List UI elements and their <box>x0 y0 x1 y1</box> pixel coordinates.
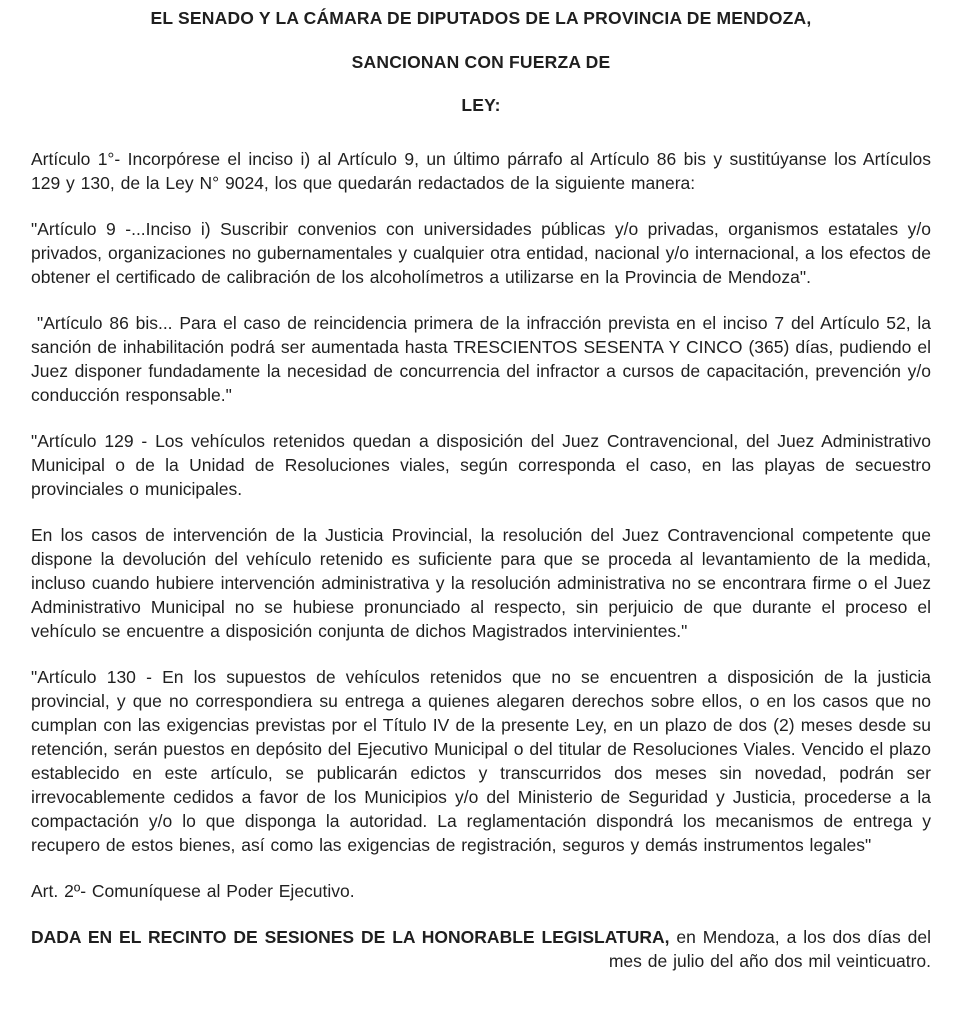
paragraph-intervencion-justicia-provincial: En los casos de intervención de la Justicia Provincial, la resolución del Juez Contravencional competente que dispone la devolución del vehículo retenido es suficiente para que se proceda al levantamiento de la medida, incluso cuando hubiere intervención administrativa y la resolución administrativa no se encontrara firme o el Juez Administrativo Municipal no se hubiese pronunciado al respecto, sin perjuicio de que durante el proceso el vehículo se encuentre a disposición conjunta de dichos Magistrados intervinientes." <box>31 525 931 641</box>
paragraph-articulo-9-inciso-i: "Artículo 9 -...Inciso i) Suscribir convenios con universidades públicas y/o privadas, organismos estatales y/o privados, organizaciones no gubernamentales y cualquier otra entidad, nacional y/o internacional, a los efectos de obtener el certificado de calibración de los alcoholímetros a utilizarse en la Provincia de Mendoza". <box>31 219 931 287</box>
enactment-bold-text: DADA EN EL RECINTO DE SESIONES DE LA HONORABLE LEGISLATURA, <box>31 927 670 947</box>
document-body <box>31 147 931 973</box>
paragraph-articulo-1: Artículo 1°- Incorpórese el inciso i) al Artículo 9, un último párrafo al Artículo 86 bis y sustitúyanse los Artículos 129 y 130, de la Ley N° 9024, los que quedarán redactados de la siguiente manera: <box>31 149 931 193</box>
paragraph-articulo-130: "Artículo 130 - En los supuestos de vehículos retenidos que no se encuentren a disposición de la justicia provincial, y que no correspondiera su entrega a quienes alegaren derechos sobre ellos, o en los casos que no cumplan con las exigencias previstas por el Título IV de la presente Ley, en un plazo de dos (2) meses desde su retención, serán puestos en depósito del Ejecutivo Municipal o del titular de Resoluciones Viales. Vencido el plazo establecido en este artículo, se publicarán edictos y transcurridos dos meses sin novedad, podrán ser irrevocablemente cedidos a favor de los Municipios y/o del Ministerio de Seguridad y Justicia, procederse a la compactación y/o lo que disponga la autoridad. La reglamentación dispondrá los mecanismos de entrega y recupero de estos bienes, así como las exigencias de registración, seguros y demás instrumentos legales" <box>31 667 931 855</box>
document-heading <box>31 6 931 117</box>
paragraph-articulo-2-comuniquese: Art. 2º- Comuníquese al Poder Ejecutivo. <box>31 881 355 901</box>
heading-sancionan: SANCIONAN CON FUERZA DE <box>351 52 611 72</box>
heading-ley: LEY: <box>461 95 501 115</box>
heading-senado-camara: EL SENADO Y LA CÁMARA DE DIPUTADOS DE LA PROVINCIA DE MENDOZA, <box>150 8 812 28</box>
paragraph-articulo-86-bis: "Artículo 86 bis... Para el caso de reincidencia primera de la infracción prevista en el inciso 7 del Artículo 52, la sanción de inhabilitación podrá ser aumentada hasta TRESCIENTOS SESENTA Y CINCO (365) días, pudiendo el Juez disponer fundadamente la necesidad de concurrencia del infractor a cursos de capacitación, prevención y/o conducción responsable." <box>31 313 931 405</box>
paragraph-articulo-129: "Artículo 129 - Los vehículos retenidos quedan a disposición del Juez Contravencional, del Juez Administrativo Municipal o de la Unidad de Resoluciones viales, según corresponda el caso, en las playas de secuestro provinciales o municipales. <box>31 431 931 499</box>
paragraph-enactment-date <box>31 925 931 973</box>
enactment-regular-text: en Mendoza, a los dos días del mes de julio del año dos mil veinticuatro. <box>608 927 931 971</box>
